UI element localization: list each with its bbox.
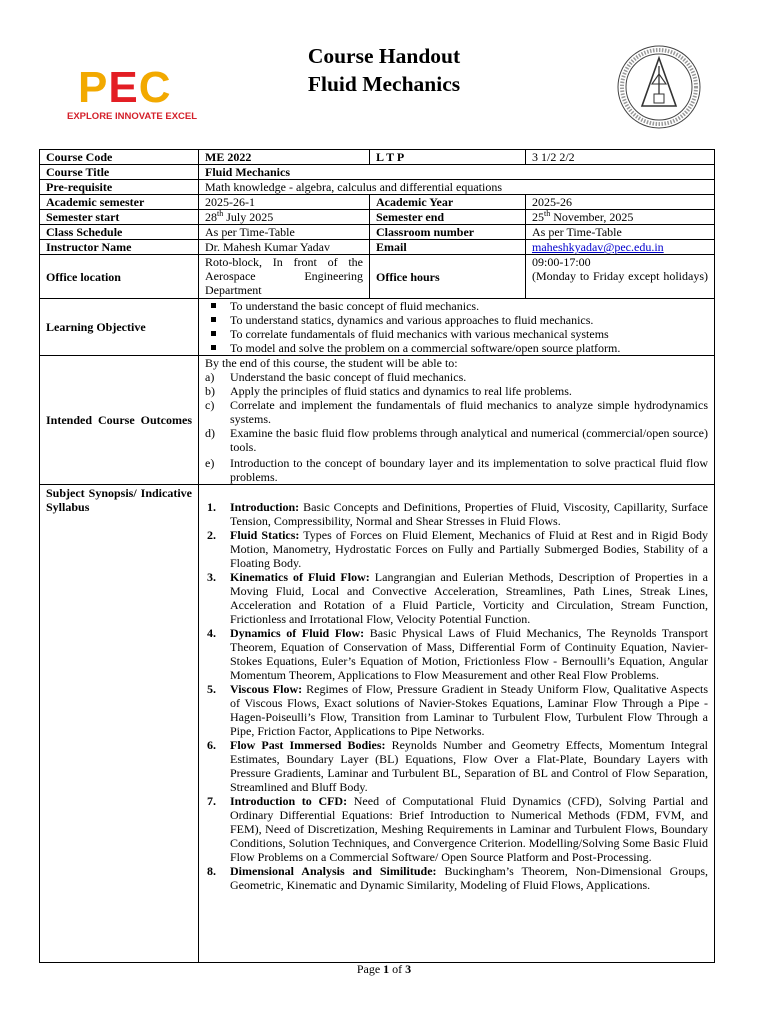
instructor-name-label: Instructor Name [40, 240, 199, 255]
list-item: e) Introduction to the concept of boundary layer and its implementation to solve practical fluid flow problems. [205, 456, 708, 484]
course-title-label: Course Title [40, 165, 199, 180]
pec-logo-tagline: EXPLORE INNOVATE EXCEL [67, 111, 198, 122]
list-item: 7. Introduction to CFD: Need of Computational Fluid Dynamics (CFD), Solving Partial and Ordinary Differential Equations: Brief Introduction to Numerical Methods (FDM, FVM, and FEM), Need of Discretization, Meshing Requirements in Laminar and Turbulent Flows, Boundary Conditions, Solution Techniques, and Convergence Criterion. Modelling/Solving Some Basic Fluid Flow Problems on a Commercial Software/ Open Source Platform and Post-Processing. [207, 794, 709, 864]
email-link[interactable]: maheshkyadav@pec.edu.in [532, 240, 664, 254]
university-seal-icon [616, 44, 702, 130]
pec-logo-mark: PEC [78, 63, 172, 112]
table-row [40, 150, 715, 165]
table-row [40, 356, 715, 485]
academic-semester-value: 2025-26-1 [199, 195, 370, 210]
course-code-label: Course Code [40, 150, 199, 165]
class-schedule-label: Class Schedule [40, 225, 199, 240]
bullet-square-icon [211, 345, 216, 350]
outcomes-list [205, 370, 708, 484]
semester-start-value: 28th July 2025 [199, 210, 370, 225]
list-item: To correlate fundamentals of fluid mechanics with various mechanical systems [205, 327, 708, 341]
table-row [40, 195, 715, 210]
outcomes-intro: By the end of this course, the student will be able to: [205, 356, 458, 370]
table-row [40, 240, 715, 255]
intended-outcomes-label: Intended Course Outcomes [40, 356, 199, 485]
semester-end-value: 25th November, 2025 [526, 210, 715, 225]
learning-objective-list [205, 299, 708, 355]
page-number: 1 [383, 962, 390, 976]
table-row [40, 255, 715, 299]
course-code-value: ME 2022 [199, 150, 370, 165]
email-label: Email [370, 240, 526, 255]
page-footer [0, 962, 768, 977]
intended-outcomes-cell [199, 356, 715, 485]
list-item: To understand the basic concept of fluid mechanics. [205, 299, 708, 313]
semester-end-label: Semester end [370, 210, 526, 225]
class-schedule-value: As per Time-Table [199, 225, 370, 240]
office-hours-days: (Monday to Friday except holidays) [532, 269, 708, 283]
page-header [0, 0, 768, 148]
ltp-value: 3 1/2 2/2 [526, 150, 715, 165]
bullet-square-icon [211, 317, 216, 322]
academic-year-label: Academic Year [370, 195, 526, 210]
page-word: Page [356, 962, 384, 976]
title-line-2: Fluid Mechanics [307, 72, 461, 96]
table-row [40, 165, 715, 180]
course-title-value: Fluid Mechanics [199, 165, 715, 180]
table-row [40, 210, 715, 225]
list-item: 3. Kinematics of Fluid Flow: Langrangian and Eulerian Methods, Description of Properties in a Moving Fluid, Local and Convective Acceleration, Streamlines, Path Lines, Streak Lines, Acceleration and Rotation of a Fluid Particle, Vorticity and Circulation, Stream Function, Frictionless and Irrotational Flow, Velocity Potential Function. [207, 570, 708, 626]
office-hours-label: Office hours [370, 255, 526, 299]
classroom-number-label: Classroom number [370, 225, 526, 240]
list-item: 5. Viscous Flow: Regimes of Flow, Pressure Gradient in Steady Uniform Flow, Qualitative Aspects of Viscous Flows, Exact solutions of Navier-Stokes Equations, Laminar Flow Through a Pipe - Hagen-Poiseulli’s Flow, Transition from Laminar to Turbulent Flow, Turbulent Flow Through a Pipe, Friction Factor, Applications to Pipe Networks. [207, 682, 708, 738]
table-row [40, 225, 715, 240]
instructor-name-value: Dr. Mahesh Kumar Yadav [199, 240, 370, 255]
academic-semester-label: Academic semester [40, 195, 199, 210]
list-item: d) Examine the basic fluid flow problems through analytical and numerical (commercial/open source) tools. [205, 426, 708, 454]
learning-objective-cell [199, 299, 715, 356]
syllabus-cell [199, 485, 715, 963]
syllabus-label: Subject Synopsis/ Indicative Syllabus [40, 485, 199, 963]
list-item: b) Apply the principles of fluid statics and dynamics to real life problems. [205, 384, 572, 398]
title-line-1: Course Handout [307, 44, 461, 68]
list-item: 8. Dimensional Analysis and Similitude: Buckingham’s Theorem, Non-Dimensional Groups, Geometric, Kinematic and Dynamic Similarity, Modeling of Fluid Flows, Applications. [207, 864, 708, 892]
course-info-table [39, 149, 715, 963]
prerequisite-value: Math knowledge - algebra, calculus and differential equations [199, 180, 715, 195]
list-item: c) Correlate and implement the fundamentals of fluid mechanics to analyze simple hydrodynamics systems. [205, 398, 708, 426]
list-item: To understand statics, dynamics and various approaches to fluid mechanics. [205, 313, 708, 327]
academic-year-value: 2025-26 [526, 195, 715, 210]
learning-objective-label: Learning Objective [40, 299, 199, 356]
of-word: of [389, 962, 406, 976]
list-item: 2. Fluid Statics: Types of Forces on Fluid Element, Mechanics of Fluid at Rest and in Rigid Body Motion, Manometry, Hydrostatic Forces on Fully and Partially Submerged Bodies, Stability of a Floating Body. [207, 528, 709, 570]
prerequisite-label: Pre-requisite [40, 180, 199, 195]
office-hours-time: 09:00-17:00 [532, 255, 591, 269]
syllabus-list [205, 500, 708, 892]
office-location-label: Office location [40, 255, 199, 299]
ltp-label: L T P [370, 150, 526, 165]
classroom-number-value: As per Time-Table [526, 225, 715, 240]
bullet-square-icon [211, 331, 216, 336]
list-item: 4. Dynamics of Fluid Flow: Basic Physical Laws of Fluid Mechanics, The Reynolds Transport Theorem, Equation of Conservation of Mass, Differential Form of Continuity Equation, Navier-Stokes Equations, Euler’s Equation of Motion, Frictionless Flow - Bernoulli’s Equation, Angular Momentum Theorem, Applications to Flow Measurement and other Real Flow Problems. [207, 626, 709, 682]
semester-start-label: Semester start [40, 210, 199, 225]
list-item: 1. Introduction: Basic Concepts and Definitions, Properties of Fluid, Viscosity, Capillarity, Surface Tension, Compressibility, Normal and Shear Stresses in Fluid Flows. [207, 500, 708, 528]
email-cell [526, 240, 715, 255]
list-item: 6. Flow Past Immersed Bodies: Reynolds Number and Geometry Effects, Momentum Integral Estimates, Boundary Layer (BL) Equations, Flow Over a Flat-Plate, Boundary Layers with Pressure Gradients, Laminar and Turbulent BL, Separation of BL and Control of Flow Separation, Streamlined and Bluff Body. [207, 738, 708, 794]
bullet-square-icon [211, 303, 216, 308]
office-hours-value [526, 255, 715, 299]
table-row [40, 299, 715, 356]
office-location-value: Roto-block, In front of the Aerospace Engineering Department [199, 255, 370, 299]
page-total: 3 [405, 962, 412, 976]
list-item: To model and solve the problem on a commercial software/open source platform. [205, 341, 708, 355]
table-row [40, 485, 715, 963]
list-item: a) Understand the basic concept of fluid mechanics. [205, 370, 467, 384]
table-row [40, 180, 715, 195]
